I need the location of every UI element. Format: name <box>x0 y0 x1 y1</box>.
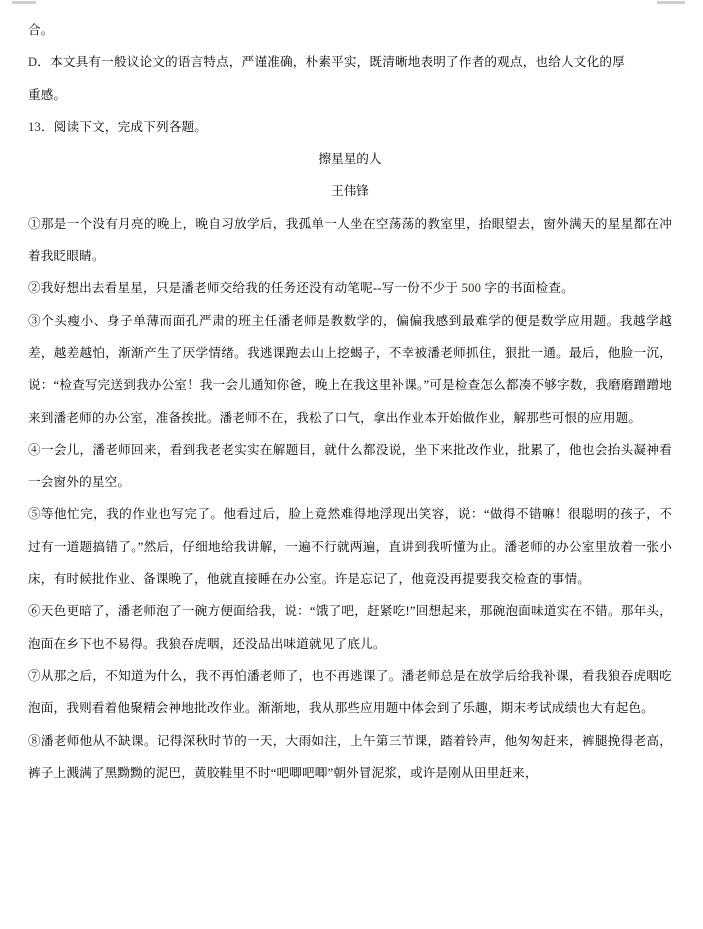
article-paragraph-2-before: ②我好想出去看星星，只是潘老师交给我的任务还没有动笔呢--写一份不少于 <box>28 281 462 296</box>
question-13-stem <box>28 111 672 143</box>
option-d-continuation: 重感。 <box>28 87 67 102</box>
continuation-line: 合。 <box>28 23 54 37</box>
article-author: 王伟锋 <box>331 184 369 199</box>
article-paragraph-3: ③个头瘦小、身子单薄而面孔严肃的班主任潘老师是教数学的，偏偏我感到最难学的便是数学应用题。我越学越差，越差越怕，渐渐产生了厌学情绪。我逃课跑去山上挖蝎子，不幸被潘老师抓住，狠批一通。最后，他脸一沉，说：“检查写完送到我办公室！我一会儿通知你爸，晚上在我这里补课。”可是检查怎么都凑不够字数，我磨磨蹭蹭地来到潘老师的办公室，准备挨批。潘老师不在，我松了口气，拿出作业本开始做作业，解那些可恨的应用题。 <box>28 313 672 425</box>
article-paragraph-2 <box>28 272 672 304</box>
article-paragraph-1: ①那是一个没有月亮的晚上，晚自习放学后，我孤单一人坐在空荡荡的教室里，抬眼望去，窗外满天的星星都在冲着我眨眼睛。 <box>28 216 672 264</box>
article-paragraph-4: ④一会儿，潘老师回来，看到我老老实实在解题目，就什么都没说，坐下来批改作业，批累了，他也会抬头凝神看一会窗外的星空。 <box>28 442 672 490</box>
article-paragraph-2-word-count: 500 <box>461 281 482 296</box>
question-13-number: 13 <box>28 119 41 134</box>
question-13-text: ．阅读下文，完成下列各题。 <box>41 119 208 134</box>
article-paragraph-5: ⑤等他忙完，我的作业也写完了。他看过后，脸上竟然难得地浮现出笑容，说：“做得不错嘛！很聪明的孩子，不过有一道题搞错了。”然后，仔细地给我讲解，一遍不行就两遍，直讲到我听懂为止。潘老师的办公室里放着一张小床，有时候批作业、备课晚了，他就直接睡在办公室。许是忘记了，他竟没再提要我交检查的事情。 <box>28 507 672 587</box>
option-d-paragraph <box>28 46 672 78</box>
article-paragraph-8: ⑧潘老师他从不缺课。记得深秋时节的一天，大雨如注，上午第三节课，踏着铃声，他匆匆赶来，裤腿挽得老高，裤子上溅满了黑黝黝的泥巴，黄胶鞋里不时“吧唧吧唧”朝外冒泥浆，或许是刚从田里赶来， <box>28 733 672 780</box>
article-paragraph-2-after: 字的书面检查。 <box>481 281 574 296</box>
option-d-text: ．本文具有一般议论文的语言特点，严谨准确，朴素平实，既清晰地表明了作者的观点，也给人文化的厚 <box>37 55 625 70</box>
article-paragraph-7: ⑦从那之后，不知道为什么，我不再怕潘老师了，也不再逃课了。潘老师总是在放学后给我补课，看我狼吞虎咽吃泡面，我则看着他聚精会神地批改作业。渐渐地，我从那些应用题中体会到了乐趣，期末考试成绩也大有起色。 <box>28 668 672 716</box>
option-d-letter: D <box>28 55 38 70</box>
article-paragraph-6: ⑥天色更暗了，潘老师泡了一碗方便面给我，说：“饿了吧，赶紧吃!”回想起来，那碗泡面味道实在不错。那年头，泡面在乡下也不易得。我狼吞虎咽，还没品出味道就见了底儿。 <box>28 604 672 651</box>
article-title: 擦星星的人 <box>318 152 382 167</box>
